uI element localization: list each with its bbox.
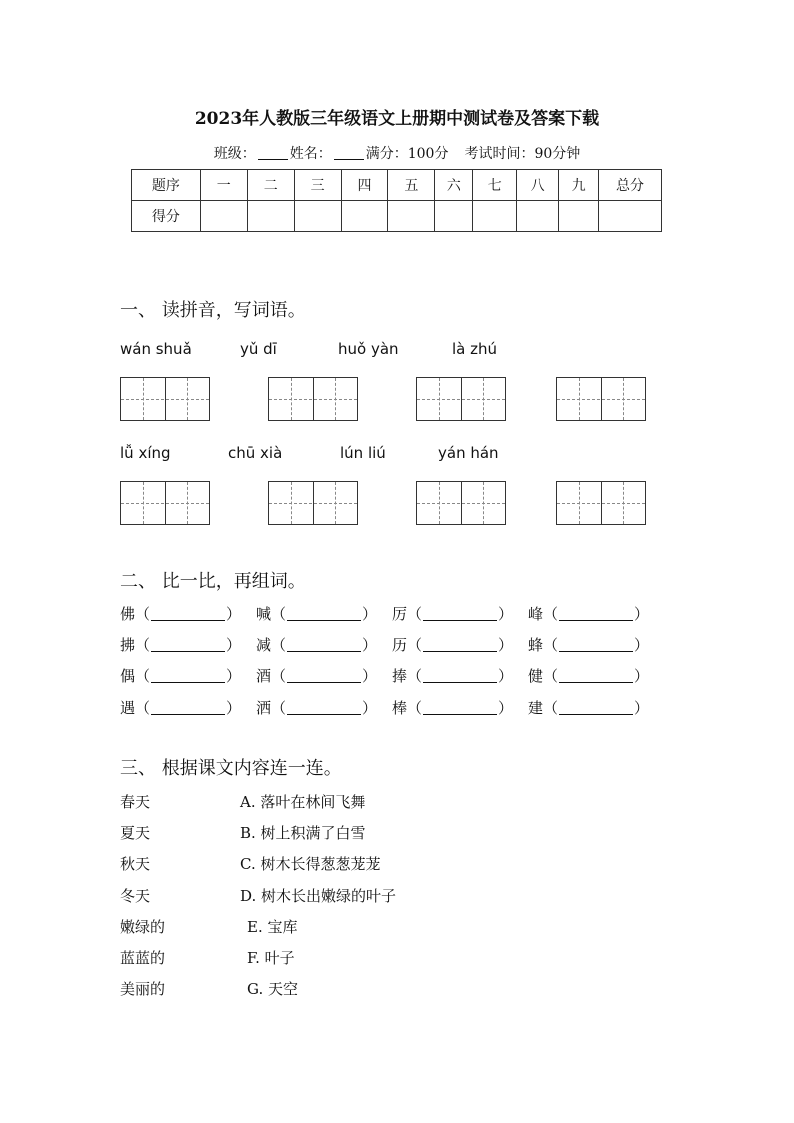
answer-blank[interactable] (423, 667, 497, 683)
tianzige-box[interactable] (268, 377, 358, 421)
compare-item: 厉（ ） (392, 605, 514, 623)
answer-blank[interactable] (151, 636, 225, 652)
score-header-cell: 三 (294, 170, 341, 201)
match-left-item: 夏天 (120, 824, 151, 842)
tianzige-box[interactable] (416, 481, 506, 525)
compare-char: 捧 (392, 667, 408, 685)
match-left-item: 春天 (120, 793, 151, 811)
compare-item: 捧（ ） (392, 667, 514, 685)
compare-item: 酒（ ） (256, 667, 378, 685)
answer-blank[interactable] (151, 699, 225, 715)
score-header-cell: 四 (341, 170, 388, 201)
tianzige-box[interactable] (556, 377, 646, 421)
score-cell[interactable] (559, 201, 599, 232)
score-cell[interactable] (473, 201, 517, 232)
section3-heading: 三、 根据课文内容连一连。 (120, 758, 342, 779)
answer-blank[interactable] (151, 605, 225, 621)
score-table-header-row (132, 170, 662, 201)
compare-item: 喊（ ） (256, 605, 378, 623)
score-header-cell: 总分 (599, 170, 662, 201)
tianzige-box[interactable] (120, 377, 210, 421)
score-header-cell: 七 (473, 170, 517, 201)
answer-blank[interactable] (287, 699, 361, 715)
compare-item: 拂（ ） (120, 636, 242, 654)
compare-char: 洒 (256, 699, 272, 717)
compare-char: 佛 (120, 605, 136, 623)
page-title: 2023年人教版三年级语文上册期中测试卷及答案下载 (194, 109, 600, 129)
match-left-item: 冬天 (120, 887, 151, 905)
answer-blank[interactable] (559, 699, 633, 715)
pinyin-label: lǚ xíng (120, 444, 171, 462)
score-header-cell: 二 (247, 170, 294, 201)
compare-char: 遇 (120, 699, 136, 717)
tianzige-box[interactable] (556, 481, 646, 525)
compare-char: 建 (528, 699, 544, 717)
compare-char: 偶 (120, 667, 136, 685)
score-row-label: 得分 (132, 201, 201, 232)
answer-blank[interactable] (151, 667, 225, 683)
score-header-cell: 八 (517, 170, 559, 201)
exam-info (0, 143, 794, 163)
compare-char: 喊 (256, 605, 272, 623)
compare-item: 健（ ） (528, 667, 650, 685)
pinyin-label: huǒ yàn (338, 340, 399, 358)
match-left-item: 美丽的 (120, 980, 166, 998)
compare-item: 历（ ） (392, 636, 514, 654)
score-header-cell: 六 (435, 170, 473, 201)
section2-heading: 二、 比一比，再组词。 (120, 571, 306, 592)
match-right-item: D. 树木长出嫩绿的叶子 (240, 887, 397, 905)
pinyin-label: chū xià (228, 444, 283, 462)
match-left-item: 嫩绿的 (120, 918, 166, 936)
answer-blank[interactable] (423, 699, 497, 715)
answer-blank[interactable] (559, 605, 633, 621)
match-right-item: B. 树上积满了白雪 (240, 824, 366, 842)
compare-item: 峰（ ） (528, 605, 650, 623)
score-header-cell: 五 (388, 170, 435, 201)
score-header-cell: 九 (559, 170, 599, 201)
answer-blank[interactable] (559, 667, 633, 683)
score-cell[interactable] (517, 201, 559, 232)
compare-item: 减（ ） (256, 636, 378, 654)
score-cell[interactable] (599, 201, 662, 232)
compare-char: 厉 (392, 605, 408, 623)
answer-blank[interactable] (287, 605, 361, 621)
compare-char: 蜂 (528, 636, 544, 654)
class-blank (258, 145, 288, 160)
compare-char: 拂 (120, 636, 136, 654)
tianzige-box[interactable] (120, 481, 210, 525)
full-score: 满分：100分 (365, 146, 449, 162)
score-header-cell: 一 (200, 170, 247, 201)
answer-blank[interactable] (287, 636, 361, 652)
compare-item: 洒（ ） (256, 699, 378, 717)
compare-item: 蜂（ ） (528, 636, 650, 654)
match-right-item: G. 天空 (247, 980, 298, 998)
compare-char: 减 (256, 636, 272, 654)
pinyin-label: yán hán (438, 444, 499, 462)
exam-time: 考试时间：90分钟 (464, 146, 581, 162)
score-cell[interactable] (341, 201, 388, 232)
match-right-item: C. 树木长得葱葱茏茏 (240, 855, 381, 873)
name-label: 姓名： (289, 146, 332, 162)
answer-blank[interactable] (423, 605, 497, 621)
compare-char: 酒 (256, 667, 272, 685)
tianzige-box[interactable] (268, 481, 358, 525)
answer-blank[interactable] (559, 636, 633, 652)
match-right-item: E. 宝库 (247, 918, 298, 936)
match-right-item: A. 落叶在林间飞舞 (240, 793, 366, 811)
pinyin-label: yǔ dī (240, 340, 277, 358)
tianzige-box[interactable] (416, 377, 506, 421)
score-header-cell: 题序 (132, 170, 201, 201)
score-cell[interactable] (200, 201, 247, 232)
compare-item: 偶（ ） (120, 667, 242, 685)
score-cell[interactable] (435, 201, 473, 232)
pinyin-label: là zhú (452, 340, 498, 358)
answer-blank[interactable] (287, 667, 361, 683)
compare-char: 棒 (392, 699, 408, 717)
compare-item: 棒（ ） (392, 699, 514, 717)
pinyin-label: wán shuǎ (120, 340, 192, 358)
section1-heading: 一、 读拼音，写词语。 (120, 300, 306, 321)
score-table (131, 169, 662, 232)
compare-item: 遇（ ） (120, 699, 242, 717)
compare-char: 峰 (528, 605, 544, 623)
score-table-score-row (132, 201, 662, 232)
compare-item: 佛（ ） (120, 605, 242, 623)
match-left-item: 蓝蓝的 (120, 949, 166, 967)
score-cell[interactable] (388, 201, 435, 232)
match-right-item: F. 叶子 (247, 949, 295, 967)
answer-blank[interactable] (423, 636, 497, 652)
compare-char: 健 (528, 667, 544, 685)
name-blank (334, 145, 364, 160)
compare-char: 历 (392, 636, 408, 654)
pinyin-label: lún liú (340, 444, 386, 462)
compare-item: 建（ ） (528, 699, 650, 717)
match-left-item: 秋天 (120, 855, 151, 873)
class-label: 班级： (213, 146, 256, 162)
score-cell[interactable] (247, 201, 294, 232)
score-cell[interactable] (294, 201, 341, 232)
